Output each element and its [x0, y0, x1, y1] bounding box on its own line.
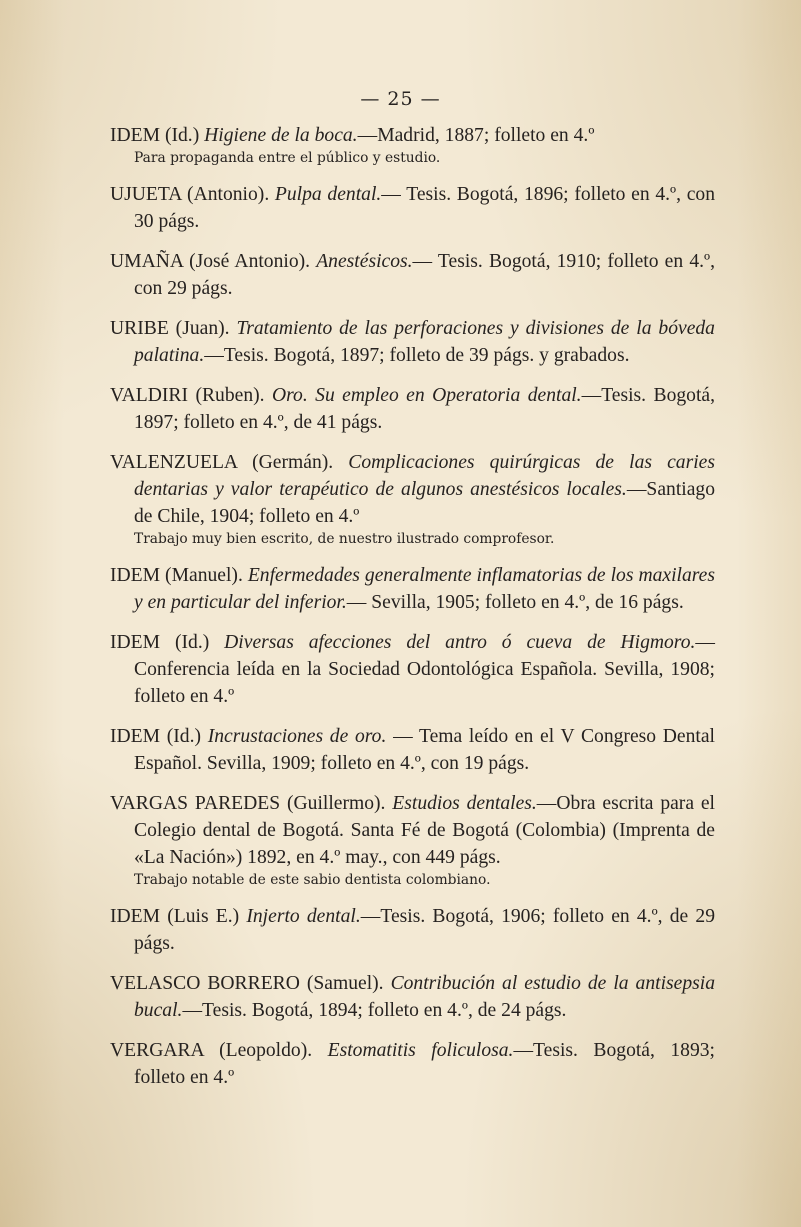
- entry-title: Pulpa dental.: [274, 184, 382, 205]
- bibliography-entry: [110, 562, 715, 616]
- entry-note: Para propaganda entre el público y estudio.: [134, 150, 441, 166]
- entry-citation: [110, 790, 715, 871]
- bibliography-entry: [110, 248, 715, 302]
- bibliography-entry: [110, 790, 715, 890]
- entry-details: —Obra escrita para el Colegio dental de Bogotá. Santa Fé de Bogotá (Colombia) (Imprenta de «La Nación») 1892, en 4.º may., con 449 págs.: [134, 793, 715, 868]
- entry-title: Higiene de la boca.: [204, 125, 358, 146]
- entry-author: VELASCO BORRERO (Samuel).: [110, 973, 391, 994]
- entry-author: UJUETA (Antonio).: [110, 184, 275, 205]
- entry-title: Contribución al estudio de la antisepsia bucal.: [134, 973, 715, 1021]
- entry-author: IDEM (Id.): [110, 632, 225, 653]
- entry-citation: [110, 382, 715, 436]
- bibliography-entry: [110, 449, 715, 549]
- entry-title: Injerto dental.: [246, 906, 361, 927]
- entry-citation: [110, 248, 715, 302]
- entry-details: —Tesis. Bogotá, 1897; folleto en 4.º, de 41 págs.: [134, 385, 716, 433]
- entry-title: Complicaciones quirúrgicas de las caries dentarias y valor terapéutico de algunos anestésicos locales.: [134, 452, 715, 500]
- entry-citation: [110, 903, 715, 957]
- bibliography-entry: [110, 122, 715, 168]
- entry-citation: [110, 562, 715, 616]
- entry-details: —Tesis. Bogotá, 1897; folleto de 39 págs. y grabados.: [204, 345, 630, 366]
- entry-details: — Sevilla, 1905; folleto en 4.º, de 16 págs.: [346, 592, 684, 613]
- entry-details: —Conferencia leída en la Sociedad Odontológica Española. Sevilla, 1908; folleto en 4.º: [134, 632, 715, 707]
- entry-details: —Madrid, 1887; folleto en 4.º: [357, 125, 595, 146]
- entry-title: Enfermedades generalmente inflamatorias de los maxilares y en particular del inferior.: [134, 565, 715, 613]
- entry-title: Incrustaciones de oro.: [207, 726, 387, 747]
- page-number: — 25 —: [360, 88, 441, 110]
- entry-author: IDEM (Luis E.): [110, 906, 247, 927]
- bibliography-entry: [110, 723, 715, 777]
- entry-citation: [110, 449, 715, 530]
- entry-title: Estomatitis foliculosa.: [327, 1040, 514, 1061]
- entry-details: — Tema leído en el V Congreso Dental Español. Sevilla, 1909; folleto en 4.º, con 19 págs.: [134, 726, 715, 774]
- bibliography-entry: [110, 315, 715, 369]
- bibliography-list: [110, 122, 715, 1104]
- entry-details: — Tesis. Bogotá, 1896; folleto en 4.º, con 30 págs.: [134, 184, 715, 232]
- entry-details: —Santiago de Chile, 1904; folleto en 4.º: [134, 479, 715, 527]
- entry-details: —Tesis. Bogotá, 1893; folleto en 4.º: [134, 1040, 716, 1088]
- entry-note: Trabajo muy bien escrito, de nuestro ilustrado comprofesor.: [134, 531, 555, 547]
- bibliography-entry: [110, 903, 715, 957]
- entry-author: VALENZUELA (Germán).: [110, 452, 349, 473]
- entry-title: Diversas afecciones del antro ó cueva de Higmoro.: [224, 632, 696, 653]
- bibliography-entry: [110, 629, 715, 710]
- entry-citation: [110, 970, 715, 1024]
- entry-citation: [110, 122, 715, 149]
- entry-citation: [110, 723, 715, 777]
- entry-title: Estudios dentales.: [392, 793, 537, 814]
- entry-author: IDEM (Id.): [110, 125, 205, 146]
- entry-details: —Tesis. Bogotá, 1906; folleto en 4.º, de 29 págs.: [134, 906, 715, 954]
- entry-citation: [110, 1037, 715, 1091]
- bibliography-entry: [110, 1037, 715, 1091]
- entry-details: —Tesis. Bogotá, 1894; folleto en 4.º, de 24 págs.: [182, 1000, 567, 1021]
- entry-title: Oro. Su empleo en Operatoria dental.: [271, 385, 582, 406]
- entry-author: VARGAS PAREDES (Guillermo).: [110, 793, 393, 814]
- entry-author: UMAÑA (José Antonio).: [110, 251, 317, 272]
- entry-author: IDEM (Id.): [110, 726, 208, 747]
- entry-note: Trabajo notable de este sabio dentista colombiano.: [134, 872, 491, 888]
- entry-author: IDEM (Manuel).: [110, 565, 248, 586]
- entry-citation: [110, 181, 715, 235]
- bibliography-entry: [110, 970, 715, 1024]
- entry-details: — Tesis. Bogotá, 1910; folleto en 4.º, con 29 págs.: [134, 251, 715, 299]
- entry-title: Anestésicos.: [316, 251, 413, 272]
- entry-author: URIBE (Juan).: [110, 318, 237, 339]
- entry-author: VALDIRI (Ruben).: [110, 385, 272, 406]
- entry-citation: [110, 315, 715, 369]
- bibliography-entry: [110, 181, 715, 235]
- entry-title: Tratamiento de las perforaciones y divisiones de la bóveda palatina.: [134, 318, 715, 366]
- entry-citation: [110, 629, 715, 710]
- bibliography-entry: [110, 382, 715, 436]
- entry-author: VERGARA (Leopoldo).: [110, 1040, 328, 1061]
